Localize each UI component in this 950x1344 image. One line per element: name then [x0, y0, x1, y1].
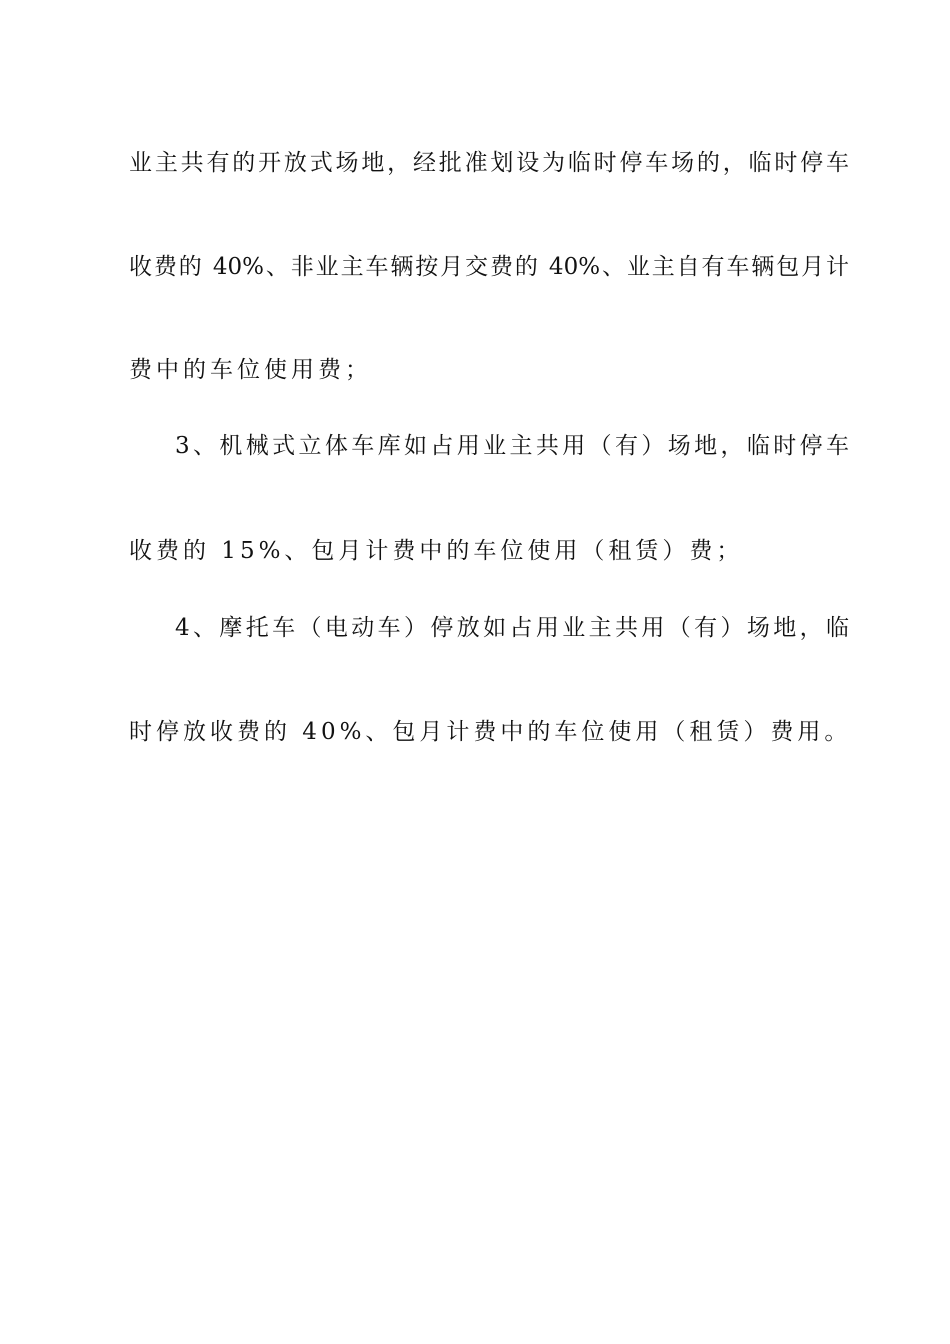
- text-line: 业主共有的开放式场地，经批准划设为临时停车场的，临时停车: [129, 150, 849, 176]
- text-line: 时停放收费的 40%、包月计费中的车位使用（租赁）费用。: [129, 719, 852, 745]
- text-line: 收费的 40%、非业主车辆按月交费的 40%、业主自有车辆包月计: [129, 254, 849, 280]
- text-line: 收费的 15%、包月计费中的车位使用（租赁）费；: [129, 538, 744, 564]
- text-line: 4、摩托车（电动车）停放如占用业主共用（有）场地，临: [175, 615, 849, 641]
- text-line: 3、机械式立体车库如占用业主共用（有）场地，临时停车: [175, 433, 849, 459]
- text-line: 费中的车位使用费；: [129, 357, 372, 383]
